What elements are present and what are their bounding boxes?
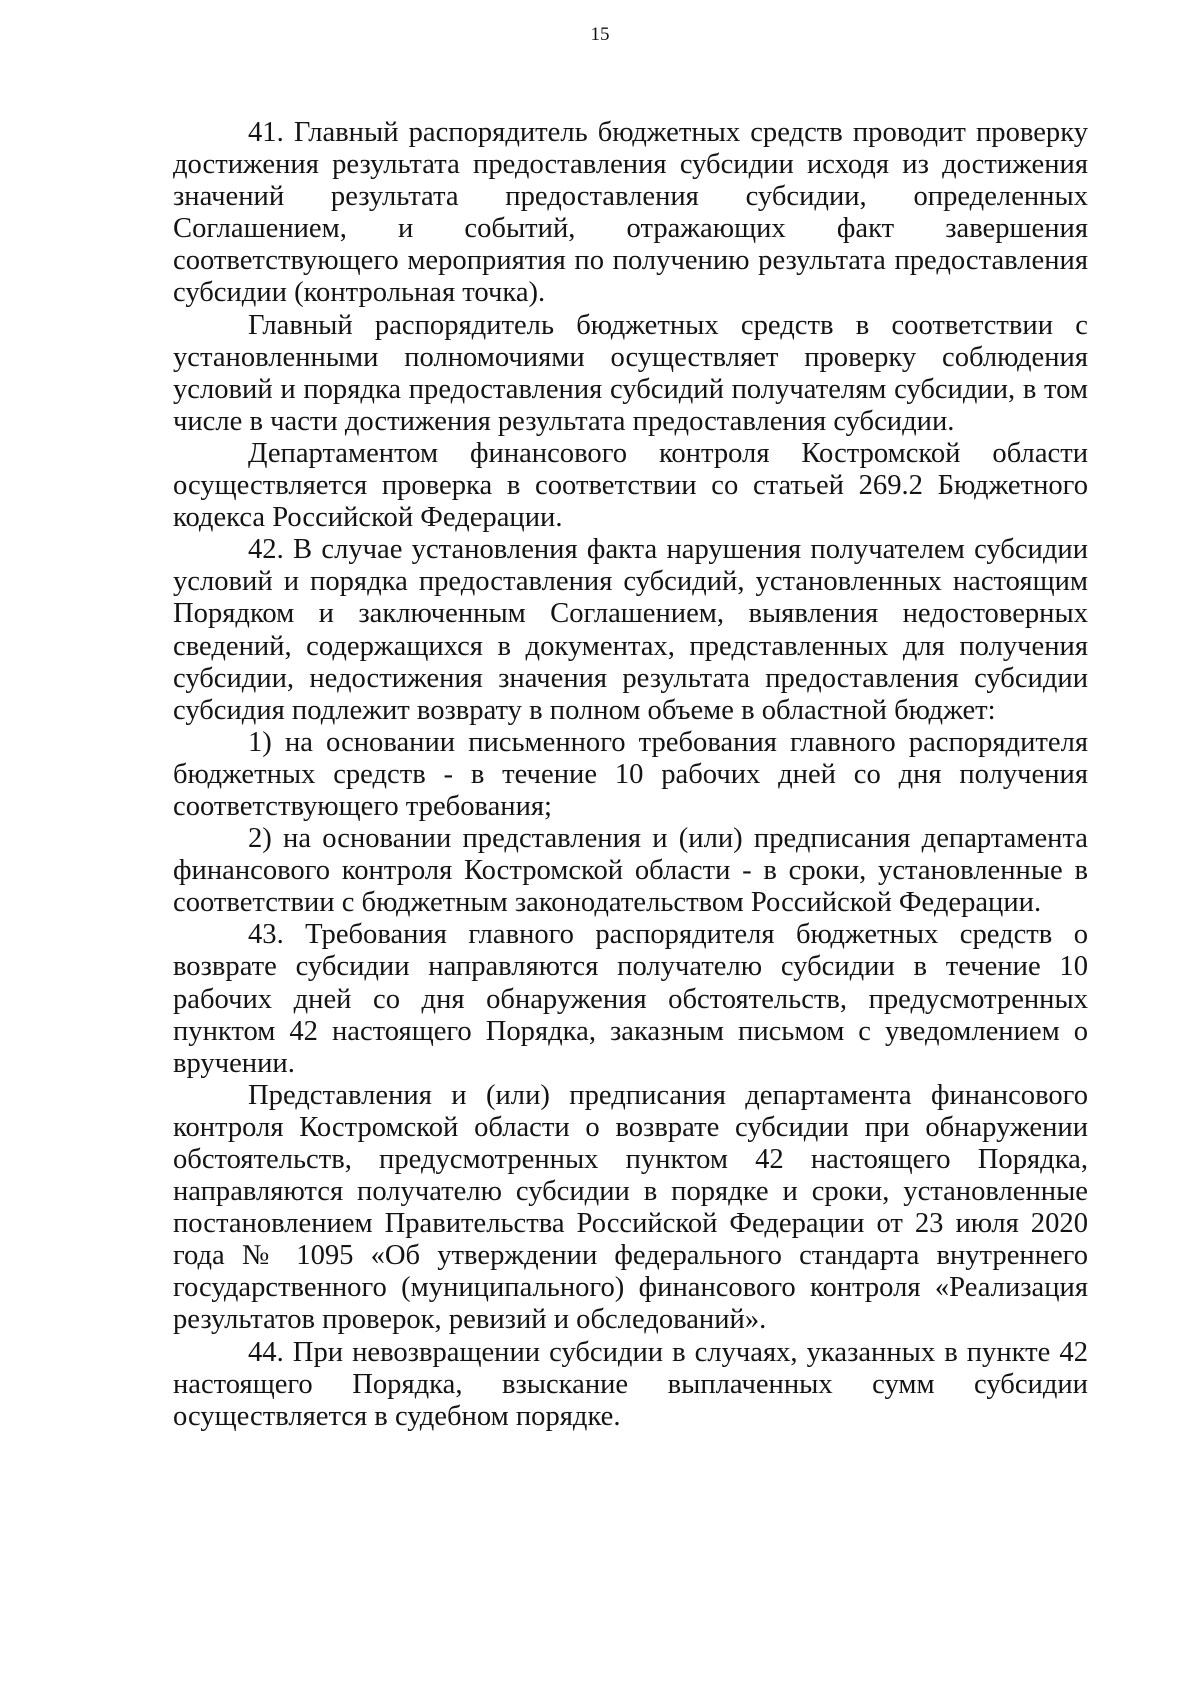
- paragraph-44: 44. При невозвращении субсидии в случаях, указанных в пункте 42 настоящего Порядка, взыскание выплаченных сумм субсидии осуществляется в судебном порядке.: [173, 1336, 1088, 1432]
- paragraph-41-main-administrator-check: Главный распорядитель бюджетных средств в соответствии с установленными полномочиями осуществляет проверку соблюдения условий и порядка предоставления субсидий получателям субсидии, в том числе в части достижения результата предоставления субсидии.: [173, 309, 1088, 437]
- paragraph-43: 43. Требования главного распорядителя бюджетных средств о возврате субсидии направляются получателю субсидии в течение 10 рабочих дней со дня обнаружения обстоятельств, предусмотренных пунктом 42 настоящего Порядка, заказным письмом с уведомлением о вручении.: [173, 919, 1088, 1079]
- paragraph-42-item-1: 1) на основании письменного требования главного распорядителя бюджетных средств - в течение 10 рабочих дней со дня получения соответствующего требования;: [173, 726, 1088, 822]
- paragraph-43-representations: Представления и (или) предписания департамента финансового контроля Костромской области о возврате субсидии при обнаружении обстоятельств, предусмотренных пунктом 42 настоящего Порядка, направляются получателю субсидии в порядке и сроки, установленные постановлением Правительства Российской Федерации от 23 июля 2020 года № 1095 «Об утверждении федерального стандарта внутреннего государственного (муниципального) финансового контроля «Реализация результатов проверок, ревизий и обследований».: [173, 1079, 1088, 1336]
- document-body: [173, 117, 1088, 1433]
- paragraph-42-item-2: 2) на основании представления и (или) предписания департамента финансового контроля Костромской области - в сроки, установленные в соответствии с бюджетным законодательством Российской Федерации.: [173, 823, 1088, 919]
- paragraph-41-financial-control-check: Департаментом финансового контроля Костромской области осуществляется проверка в соответствии со статьей 269.2 Бюджетного кодекса Российской Федерации.: [173, 437, 1088, 534]
- paragraph-41: 41. Главный распорядитель бюджетных средств проводит проверку достижения результата предоставления субсидии исходя из достижения значений результата предоставления субсидии, определенных Соглашением, и событий, отражающих факт завершения соответствующего мероприятия по получению результата предоставления субсидии (контрольная точка).: [173, 117, 1088, 309]
- paragraph-42: 42. В случае установления факта нарушения получателем субсидии условий и порядка предоставления субсидий, установленных настоящим Порядком и заключенным Соглашением, выявления недостоверных сведений, содержащихся в документах, представленных для получения субсидии, недостижения значения результата предоставления субсидии субсидия подлежит возврату в полном объеме в областной бюджет:: [173, 534, 1088, 726]
- page-number: 15: [590, 24, 610, 45]
